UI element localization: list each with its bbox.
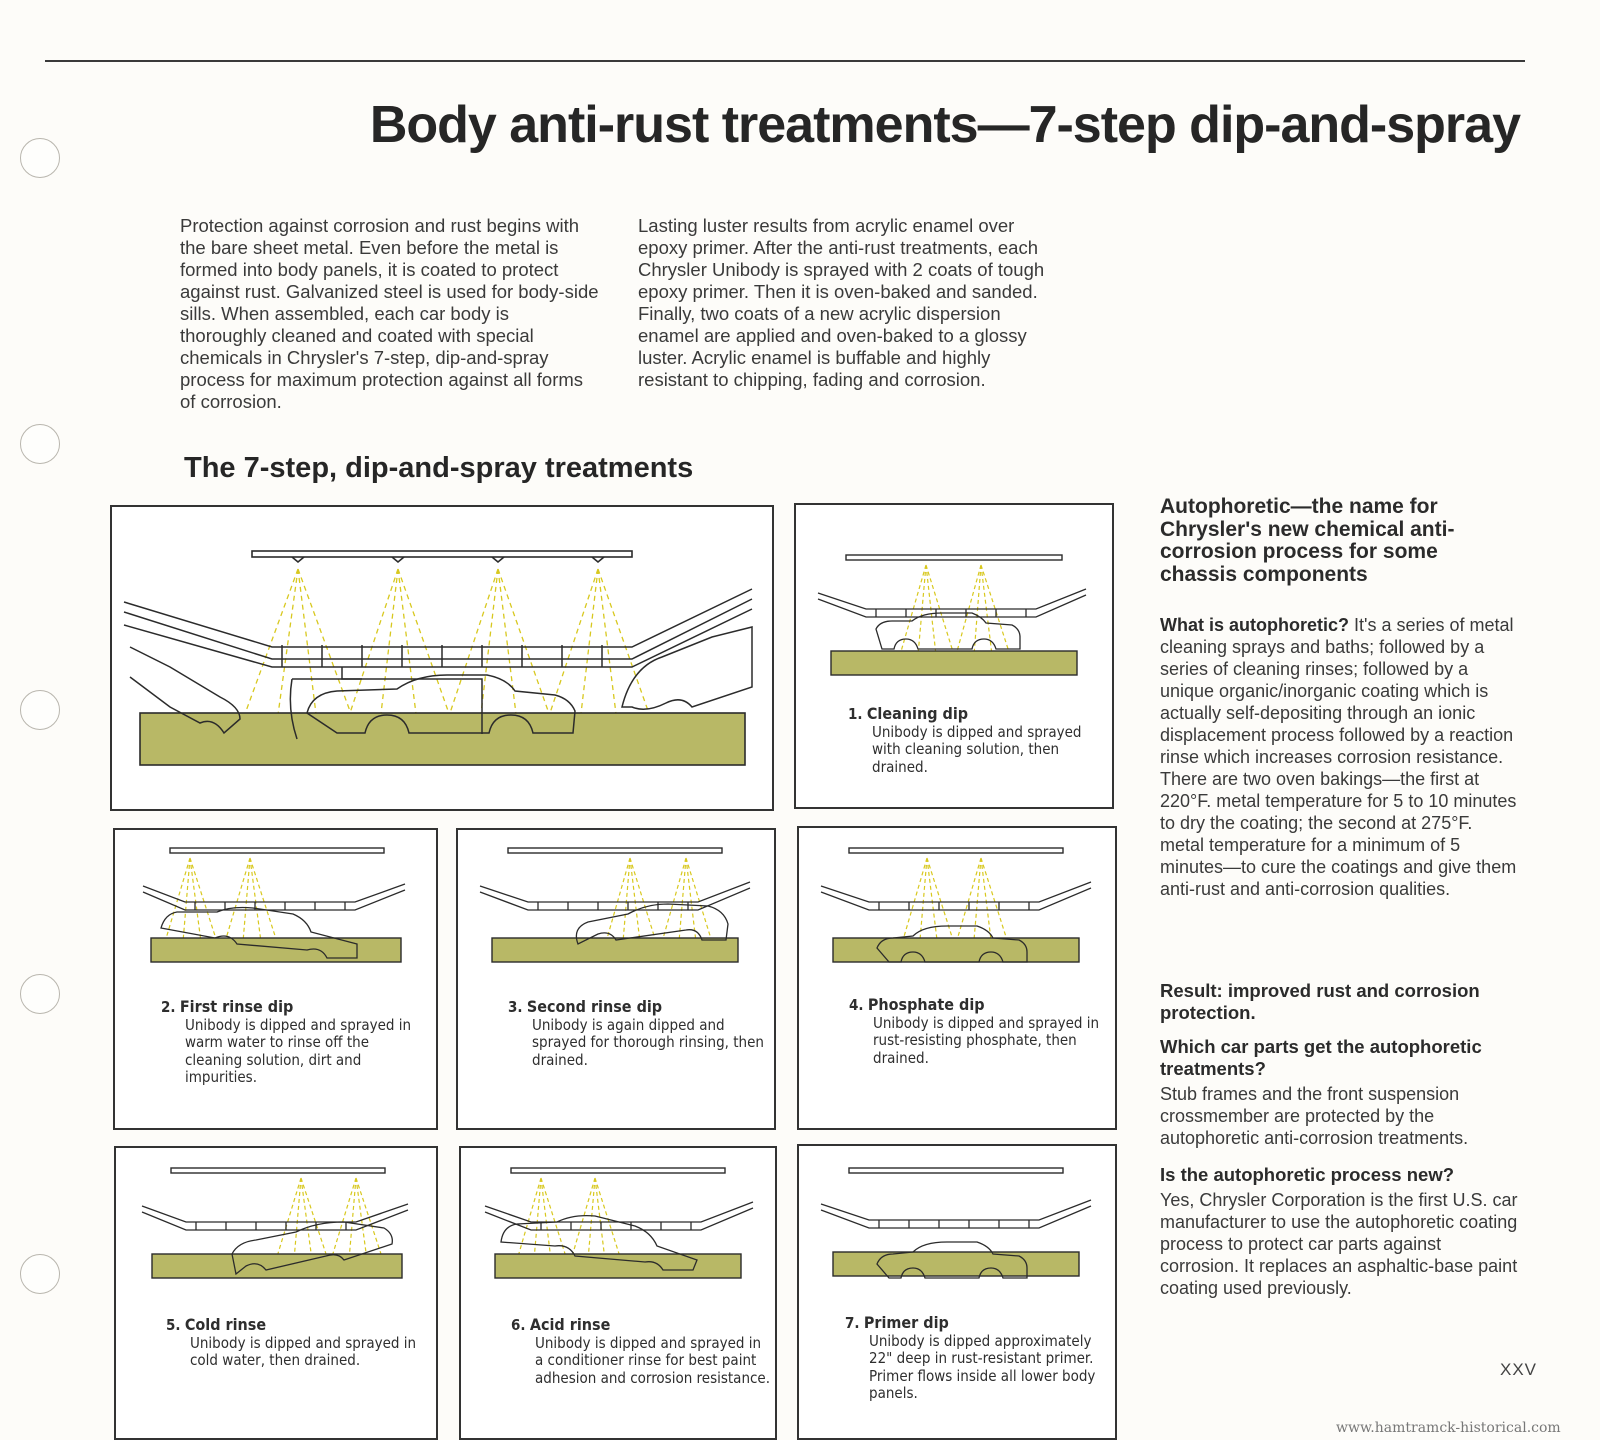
page-title: Body anti-rust treatments—7-step dip-and-spray: [369, 96, 1520, 154]
intro-column-1: Protection against corrosion and rust begins with the bare sheet metal. Even before the metal is formed into body panels, it is coated to protect against rust. Galvanized steel is used for body-side sills. When assembled, each car body is thoroughly cleaned and coated with special chemicals in Chrysler's 7-step, dip-and-spray process for maximum protection against all forms of corrosion.: [180, 215, 599, 412]
sidebar-result: Result: improved rust and corrosion protection.: [1160, 980, 1480, 1023]
step-number: 3.: [508, 998, 523, 1016]
step-title: Cold rinse: [184, 1315, 267, 1334]
sidebar-answer: Yes, Chrysler Corporation is the first U.S. car manufacturer to use the autophoretic coating process to protect car parts against corrosion. It replaces an asphaltic-base paint coating used previously.: [1160, 1190, 1518, 1298]
sidebar-answer: Stub frames and the front suspension crossmember are protected by the autophoretic anti-corrosion treatments.: [1160, 1084, 1469, 1148]
sidebar-question: What is autophoretic?: [1160, 615, 1349, 635]
step-number: 4.: [849, 996, 864, 1014]
binder-hole: [20, 1254, 60, 1294]
step-title: Phosphate dip: [867, 995, 985, 1014]
step-title: Primer dip: [863, 1313, 949, 1332]
step-2-caption: [161, 998, 421, 1087]
step-5-illustration: [116, 1148, 436, 1298]
step-number: 7.: [845, 1314, 860, 1332]
step-5-panel: [114, 1146, 438, 1440]
step-title: Cleaning dip: [866, 704, 969, 723]
page-number: XXV: [1500, 1360, 1538, 1379]
sidebar-question: Which car parts get the autophoretic treatments?: [1160, 1036, 1482, 1079]
step-4-caption: [849, 996, 1109, 1067]
step-2-illustration: [115, 830, 436, 980]
step-number: 2.: [161, 998, 176, 1016]
step-description: Unibody is dipped and sprayed in cold water, then drained.: [190, 1333, 417, 1369]
section-heading: The 7-step, dip-and-spray treatments: [184, 452, 694, 484]
step-6-illustration: [461, 1148, 775, 1298]
step-5-caption: [166, 1316, 426, 1370]
step-description: Unibody is dipped and sprayed with cleaning solution, then drained.: [872, 722, 1082, 776]
step-description: Unibody is dipped approximately 22" deep in rust-resistant primer. Primer flows inside all lower body panels.: [869, 1331, 1096, 1402]
step-6-panel: [459, 1146, 777, 1440]
step-4-panel: [797, 826, 1117, 1130]
step-1-panel: [794, 503, 1114, 809]
step-3-panel: [456, 828, 776, 1130]
step-title: First rinse dip: [179, 997, 294, 1016]
step-description: Unibody is dipped and sprayed in rust-resisting phosphate, then drained.: [873, 1013, 1100, 1067]
intro-column-2: Lasting luster results from acrylic enamel over epoxy primer. After the anti-rust treatments, each Chrysler Unibody is sprayed with 2 coats of tough epoxy primer. Then it is oven-baked and sanded. Finally, two coats of a new acrylic dispersion enamel are applied and oven-baked to a glossy luster. Acrylic enamel is buffable and highly resistant to chipping, fading and corrosion.: [638, 215, 1045, 390]
step-number: 1.: [848, 705, 863, 723]
overview-illustration-panel: [110, 505, 774, 811]
step-title: Acid rinse: [529, 1315, 611, 1334]
top-rule: [45, 60, 1525, 62]
step-7-panel: [797, 1144, 1117, 1440]
binder-hole: [20, 974, 60, 1014]
step-description: Unibody is again dipped and sprayed for thorough rinsing, then drained.: [532, 1015, 764, 1069]
step-number: 6.: [511, 1316, 526, 1334]
sidebar-title: Autophoretic—the name for Chrysler's new chemical anti-corrosion process for some chassis components: [1160, 495, 1455, 586]
step-7-caption: [845, 1314, 1110, 1403]
step-4-illustration: [799, 828, 1115, 978]
step-7-illustration: [799, 1146, 1115, 1296]
step-1-illustration: [796, 505, 1112, 695]
step-description: Unibody is dipped and sprayed in warm water to rinse off the cleaning solution, dirt and impurities.: [185, 1015, 412, 1086]
sidebar-q1-block: [1160, 614, 1520, 900]
sidebar-question: Is the autophoretic process new?: [1160, 1164, 1455, 1185]
sidebar-answer: It's a series of metal cleaning sprays and baths; followed by a series of cleaning rinses; followed by a unique organic/inorganic coating which is actually self-depositing through an ionic displacement process followed by a reaction rinse which increases corrosion resistance. There are two oven bakings—the first at 220°F. metal temperature for 5 to 10 minutes to dry the coating; the second at 275°F. metal temperature for a minimum of 5 minutes—to cure the coatings and give them anti-rust and anti-corrosion qualities.: [1160, 615, 1517, 899]
watermark: www.hamtramck-historical.com: [1336, 1420, 1561, 1436]
step-1-caption: [848, 705, 1108, 776]
step-2-panel: [113, 828, 438, 1130]
step-3-illustration: [458, 830, 774, 980]
binder-hole: [20, 424, 60, 464]
step-description: Unibody is dipped and sprayed in a conditioner rinse for best paint adhesion and corrosion resistance.: [535, 1333, 771, 1387]
step-title: Second rinse dip: [526, 997, 663, 1016]
step-6-caption: [511, 1316, 771, 1387]
step-number: 5.: [166, 1316, 181, 1334]
step-3-caption: [508, 998, 768, 1069]
overview-illustration: [112, 507, 772, 809]
binder-hole: [20, 138, 60, 178]
binder-hole: [20, 690, 60, 730]
